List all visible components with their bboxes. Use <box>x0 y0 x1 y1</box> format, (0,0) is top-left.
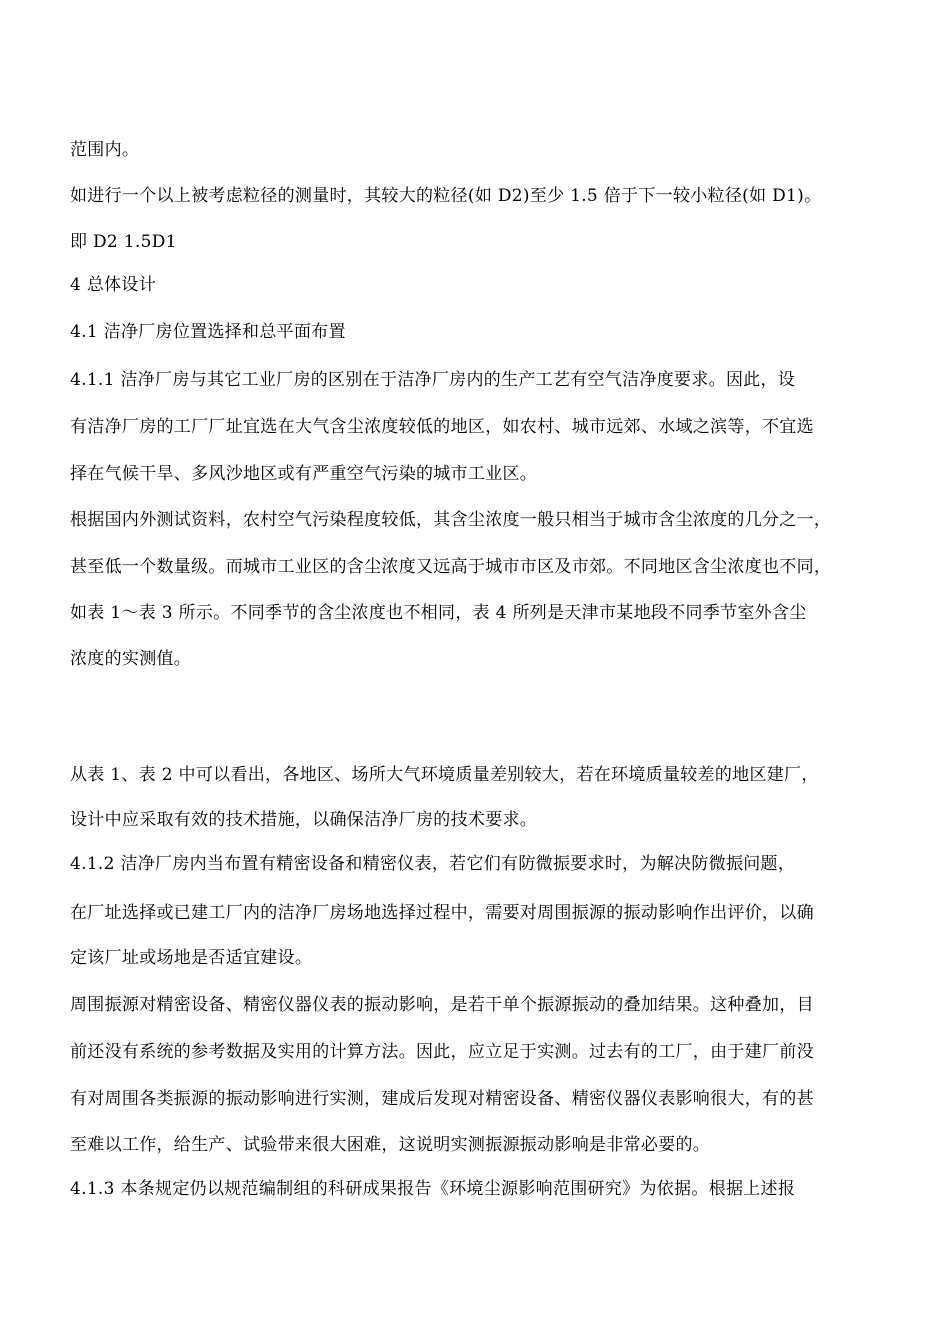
text-line: 4.1.1 洁净厂房与其它工业厂房的区别在于洁净厂房内的生产工艺有空气洁净度要求。因此，设 <box>70 370 796 390</box>
text-line: 从表 1、表 2 中可以看出，各地区、场所大气环境质量差别较大，若在环境质量较差的地区建厂， <box>70 765 819 785</box>
text-line: 4.1.2 洁净厂房内当布置有精密设备和精密仪表，若它们有防微振要求时，为解决防微振问题， <box>70 854 796 874</box>
text-line: 如表 1～表 3 所示。不同季节的含尘浓度也不相同，表 4 所列是天津市某地段不同季节室外含尘 <box>70 603 807 623</box>
text-line: 至难以工作，给生产、试验带来很大困难，这说明实测振源振动影响是非常必要的。 <box>70 1135 711 1155</box>
text-line: 如进行一个以上被考虑粒径的测量时，其较大的粒径(如 D2)至少 1.5 倍于下一较小粒径(如 D1)。 <box>70 186 822 206</box>
text-line: 4.1.3 本条规定仍以规范编制组的科研成果报告《环境尘源影响范围研究》为依据。根据上述报 <box>70 1179 796 1199</box>
text-line: 有对周围各类振源的振动影响进行实测，建成后发现对精密设备、精密仪器仪表影响很大，有的甚 <box>70 1089 814 1109</box>
text-line: 即 D2 1.5D1 <box>70 232 177 252</box>
text-line: 甚至低一个数量级。而城市工业区的含尘浓度又远高于城市市区及市郊。不同地区含尘浓度也不同， <box>70 557 832 577</box>
text-line: 浓度的实测值。 <box>70 649 192 669</box>
text-line: 前还没有系统的参考数据及实用的计算方法。因此，应立足于实测。过去有的工厂，由于建厂前没 <box>70 1042 814 1062</box>
text-line: 定该厂址或场地是否适宜建设。 <box>70 948 313 968</box>
text-line: 根据国内外测试资料，农村空气污染程度较低，其含尘浓度一般只相当于城市含尘浓度的几分之一， <box>70 510 832 530</box>
text-line: 择在气候干旱、多风沙地区或有严重空气污染的城市工业区。 <box>70 464 538 484</box>
text-line: 范围内。 <box>70 140 140 160</box>
text-line: 设计中应采取有效的技术措施，以确保洁净厂房的技术要求。 <box>70 810 538 830</box>
section-heading: 4 总体设计 <box>70 275 157 295</box>
text-line: 有洁净厂房的工厂厂址宜选在大气含尘浓度较低的地区，如农村、城市远郊、水域之滨等，不宜选 <box>70 417 814 437</box>
subsection-heading: 4.1 洁净厂房位置选择和总平面布置 <box>70 322 346 342</box>
text-line: 周围振源对精密设备、精密仪器仪表的振动影响，是若干单个振源振动的叠加结果。这种叠加，目 <box>70 995 814 1015</box>
text-line: 在厂址选择或已建工厂内的洁净厂房场地选择过程中，需要对周围振源的振动影响作出评价，以确 <box>70 903 814 923</box>
